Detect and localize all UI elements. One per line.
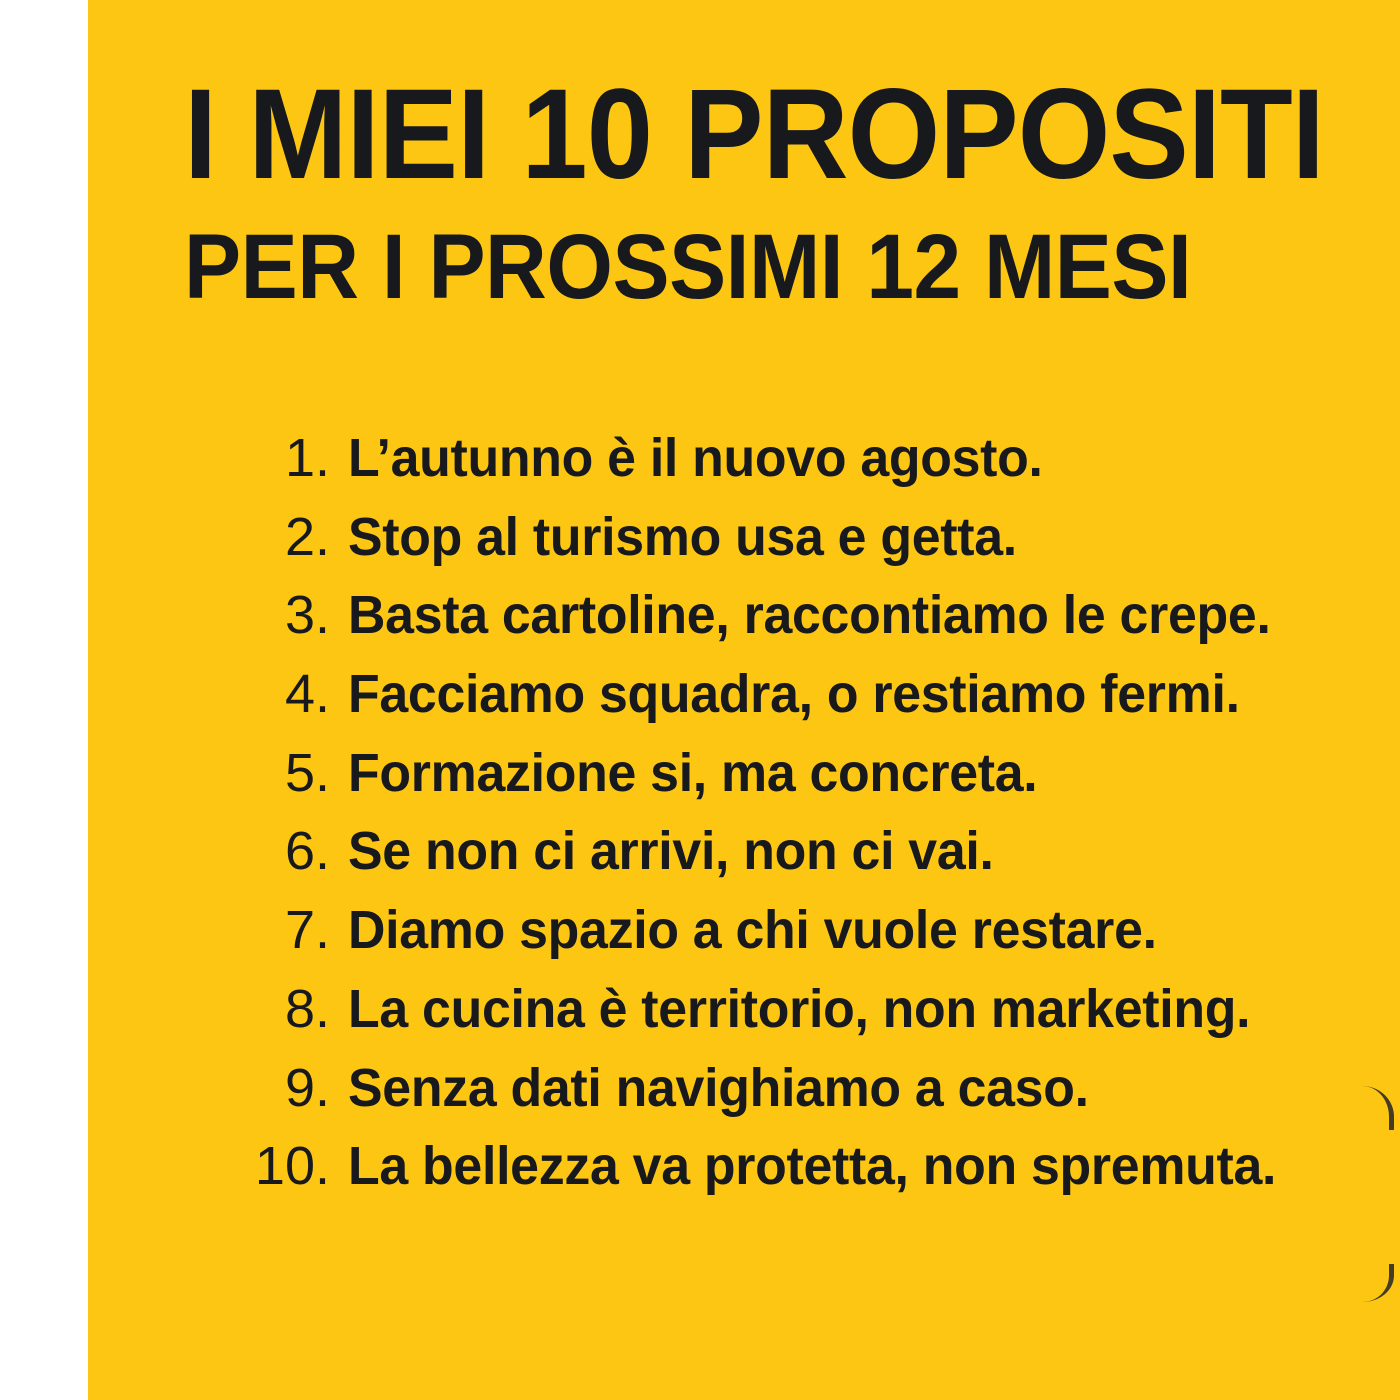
list-item-text: Formazione si, ma concreta.	[348, 742, 1038, 803]
page-title: I MIEI 10 PROPOSITI	[184, 63, 1324, 206]
list-item-number: 3.	[284, 585, 330, 646]
list-item-text: Facciamo squadra, o restiamo fermi.	[348, 664, 1240, 725]
list-item-number: 1.	[284, 428, 330, 488]
list-item-number: 10.	[254, 1136, 330, 1197]
headline-block	[184, 63, 1364, 318]
list-item	[238, 587, 1400, 644]
list-item	[238, 1057, 1400, 1118]
list-item-text: La bellezza va protetta, non spremuta.	[348, 1136, 1277, 1197]
page-curl-icon-secondary	[1349, 1264, 1394, 1302]
list-item	[238, 1138, 1400, 1195]
list-item-number: 9.	[284, 1057, 330, 1118]
list-item-number: 7.	[284, 900, 330, 961]
proposals-list	[238, 430, 1400, 1217]
list-item-text: La cucina è territorio, non marketing.	[348, 978, 1251, 1039]
list-item	[238, 742, 1400, 803]
list-item	[238, 430, 1400, 487]
list-item-text: L’autunno è il nuovo agosto.	[348, 428, 1043, 488]
list-item-number: 4.	[284, 664, 330, 725]
list-item-text: Basta cartoline, raccontiamo le crepe.	[348, 585, 1271, 646]
list-item-number: 5.	[284, 742, 330, 803]
list-item-text: Stop al turismo usa e getta.	[348, 506, 1017, 567]
list-item-number: 2.	[284, 506, 330, 567]
list-item	[238, 823, 1400, 880]
page-subtitle: PER I PROSSIMI 12 MESI	[184, 215, 1192, 318]
list-item-text: Diamo spazio a chi vuole restare.	[348, 900, 1157, 961]
list-item	[238, 506, 1400, 567]
poster-yellow-panel	[88, 0, 1400, 1400]
list-item-text: Se non ci arrivi, non ci vai.	[348, 821, 994, 882]
list-item	[238, 666, 1400, 723]
list-item-number: 6.	[284, 821, 330, 882]
list-item	[238, 978, 1400, 1039]
list-item-number: 8.	[284, 978, 330, 1039]
list-item	[238, 902, 1400, 959]
list-item-text: Senza dati navighiamo a caso.	[348, 1057, 1089, 1118]
